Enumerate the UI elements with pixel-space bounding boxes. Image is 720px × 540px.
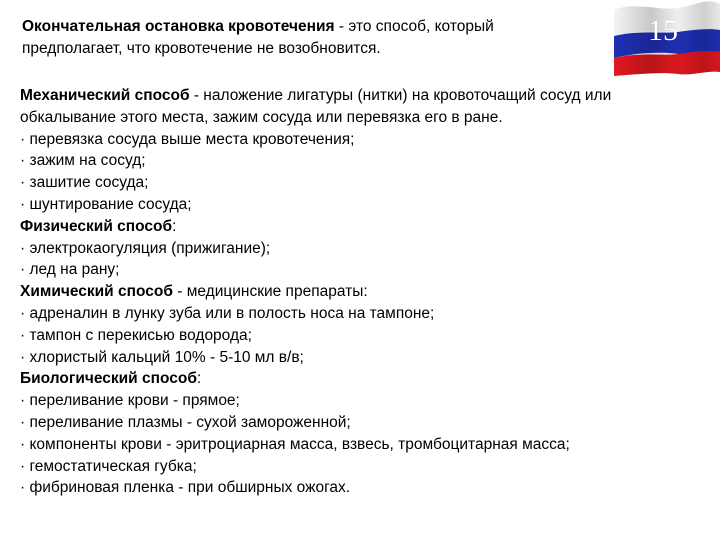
section-title: Механический способ [20, 87, 190, 104]
slide-number: 15 [648, 14, 678, 47]
list-item: · шунтирование сосуда; [20, 195, 192, 213]
list-item: · переливание крови - прямое; [20, 392, 240, 410]
section-title-suffix: : [196, 370, 202, 388]
section-biological [20, 368, 690, 499]
list-item: · перевязка сосуда выше места кровотечения; [20, 130, 355, 148]
list-item: · хлористый кальций 10% - 5-10 мл в/в; [20, 348, 304, 366]
list-item: · переливание плазмы - сухой замороженной; [20, 413, 351, 431]
list-item: · зашитие сосуда; [20, 174, 149, 192]
list-item: · лед на рану; [20, 261, 120, 279]
section-title: Физический способ [20, 217, 173, 235]
section-physical [20, 216, 690, 281]
section-title-suffix: : [172, 217, 177, 235]
section-heading [20, 281, 690, 303]
list-item: · гемостатическая губка; [20, 457, 197, 475]
section-title-suffix: - наложение лигатуры (нитки) на кровоточащий сосуд или обкалывание этого места, зажим сосуда или перевязка его в ране. [20, 87, 612, 126]
list-item: · фибриновая пленка - при обширных ожогах. [20, 479, 351, 497]
section-title-suffix: - медицинские препараты: [172, 283, 368, 301]
section-title: Химический способ [20, 283, 173, 301]
intro-paragraph [22, 16, 582, 60]
section-title: Биологический способ [20, 370, 197, 388]
section-heading [20, 85, 690, 129]
section-heading [20, 368, 690, 390]
list-item: · электрокаогуляция (прижигание); [20, 239, 271, 257]
methods-content [20, 85, 690, 499]
intro-term: Окончательная остановка кровотечения [22, 18, 335, 35]
section-heading [20, 216, 690, 238]
list-item: · тампон с перекисью водорода; [20, 326, 252, 344]
intro-text: - это способ, который предполагает, что кровотечение не возобновится. [22, 18, 494, 57]
list-item: · компоненты крови - эритроциарная масса, взвесь, тромбоцитарная масса; [20, 435, 570, 453]
list-item: · зажим на сосуд; [20, 152, 146, 170]
section-mechanical [20, 85, 690, 216]
section-chemical [20, 281, 690, 368]
list-item: · адреналин в лунку зуба или в полость носа на тампоне; [20, 304, 435, 322]
